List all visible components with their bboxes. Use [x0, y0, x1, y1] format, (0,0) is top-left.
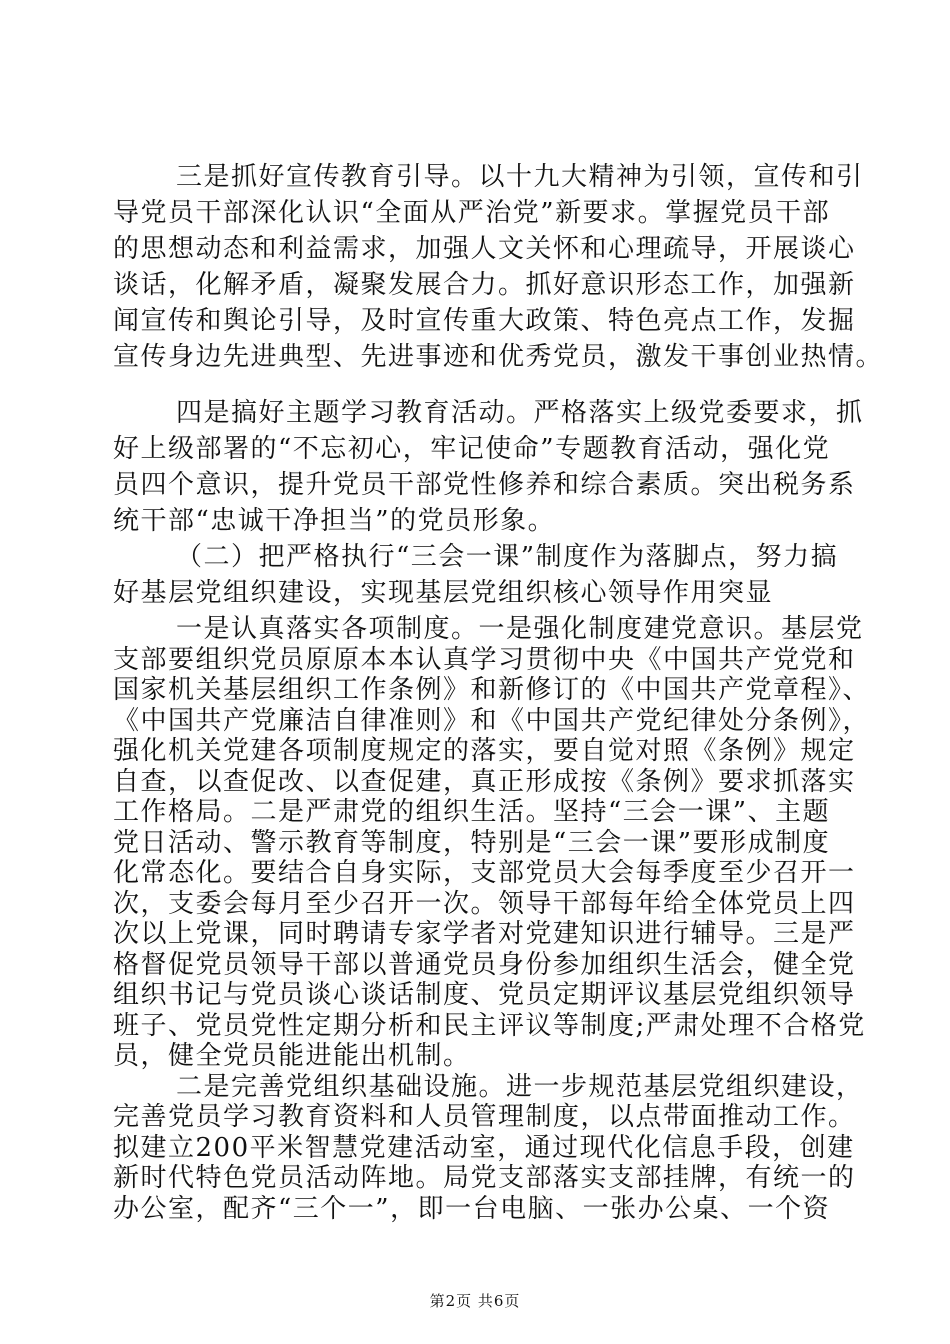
paragraph-line: 谈话，化解矛盾，凝聚发展合力。抓好意识形态工作，加强新	[113, 270, 856, 300]
paragraph-line: 员，健全党员能进能出机制。	[113, 1041, 471, 1071]
paragraph-line: 格督促党员领导干部以普通党员身份参加组织生活会，健全党	[113, 950, 856, 980]
paragraph-line: 员四个意识，提升党员干部党性修养和综合素质。突出税务系	[113, 470, 856, 500]
page-number: 第2页 共6页	[429, 1292, 521, 1310]
paragraph-line: 宣传身边先进典型、先进事迹和优秀党员，激发干事创业热情。	[113, 342, 884, 372]
paragraph-line: 新时代特色党员活动阵地。局党支部落实支部挂牌，有统一的	[113, 1163, 856, 1193]
paragraph-line: 拟建立200平米智慧党建活动室，通过现代化信息手段，创建	[113, 1133, 855, 1163]
paragraph-line: 班子、党员党性定期分析和民主评议等制度;严肃处理不合格党	[113, 1011, 866, 1041]
paragraph-line: 党日活动、警示教育等制度，特别是“三会一课”要形成制度	[113, 828, 831, 858]
paragraph-line: 次以上党课，同时聘请专家学者对党建知识进行辅导。三是严	[113, 919, 856, 949]
paragraph-line: 四是搞好主题学习教育活动。严格落实上级党委要求，抓	[176, 398, 864, 428]
paragraph-line: 《中国共产党廉洁自律准则》和《中国共产党纪律处分条例》，	[113, 706, 871, 736]
paragraph-line: 国家机关基层组织工作条例》和新修订的《中国共产党章程》、	[113, 675, 871, 705]
paragraph-line: 好上级部署的“不忘初心，牢记使命”专题教育活动，强化党	[113, 434, 831, 464]
paragraph-line: 的思想动态和利益需求，加强人文关怀和心理疏导，开展谈心	[113, 234, 856, 264]
section-heading-line: （二）把严格执行“三会一课”制度作为落脚点，努力搞	[176, 542, 839, 572]
paragraph-line: 一是认真落实各项制度。一是强化制度建党意识。基层党	[176, 614, 864, 644]
paragraph-line: 强化机关党建各项制度规定的落实，要自觉对照《条例》规定	[113, 736, 856, 766]
paragraph-line: 闻宣传和舆论引导，及时宣传重大政策、特色亮点工作，发掘	[113, 306, 856, 336]
paragraph-line: 自查，以查促改、以查促建，真正形成按《条例》要求抓落实	[113, 767, 856, 797]
paragraph-line: 组织书记与党员谈心谈话制度、党员定期评议基层党组织领导	[113, 980, 856, 1010]
paragraph-line: 次，支委会每月至少召开一次。领导干部每年给全体党员上四	[113, 889, 856, 919]
paragraph-line: 完善党员学习教育资料和人员管理制度，以点带面推动工作。	[113, 1102, 856, 1132]
section-heading-line: 好基层党组织建设，实现基层党组织核心领导作用突显	[113, 578, 774, 608]
paragraph-line: 导党员干部深化认识“全面从严治党”新要求。掌握党员干部	[113, 198, 831, 228]
paragraph-line: 工作格局。二是严肃党的组织生活。坚持“三会一课”、主题	[113, 797, 831, 827]
paragraph-line: 三是抓好宣传教育引导。以十九大精神为引领，宣传和引	[176, 162, 864, 192]
paragraph-line: 办公室，配齐“三个一”，即一台电脑、一张办公桌、一个资	[113, 1194, 831, 1224]
paragraph-line: 二是完善党组织基础设施。进一步规范基层党组织建设，	[176, 1072, 864, 1102]
paragraph-line: 化常态化。要结合自身实际，支部党员大会每季度至少召开一	[113, 858, 856, 888]
paragraph-line: 支部要组织党员原原本本认真学习贯彻中央《中国共产党党和	[113, 645, 856, 675]
paragraph-line: 统干部“忠诚干净担当”的党员形象。	[113, 506, 556, 536]
